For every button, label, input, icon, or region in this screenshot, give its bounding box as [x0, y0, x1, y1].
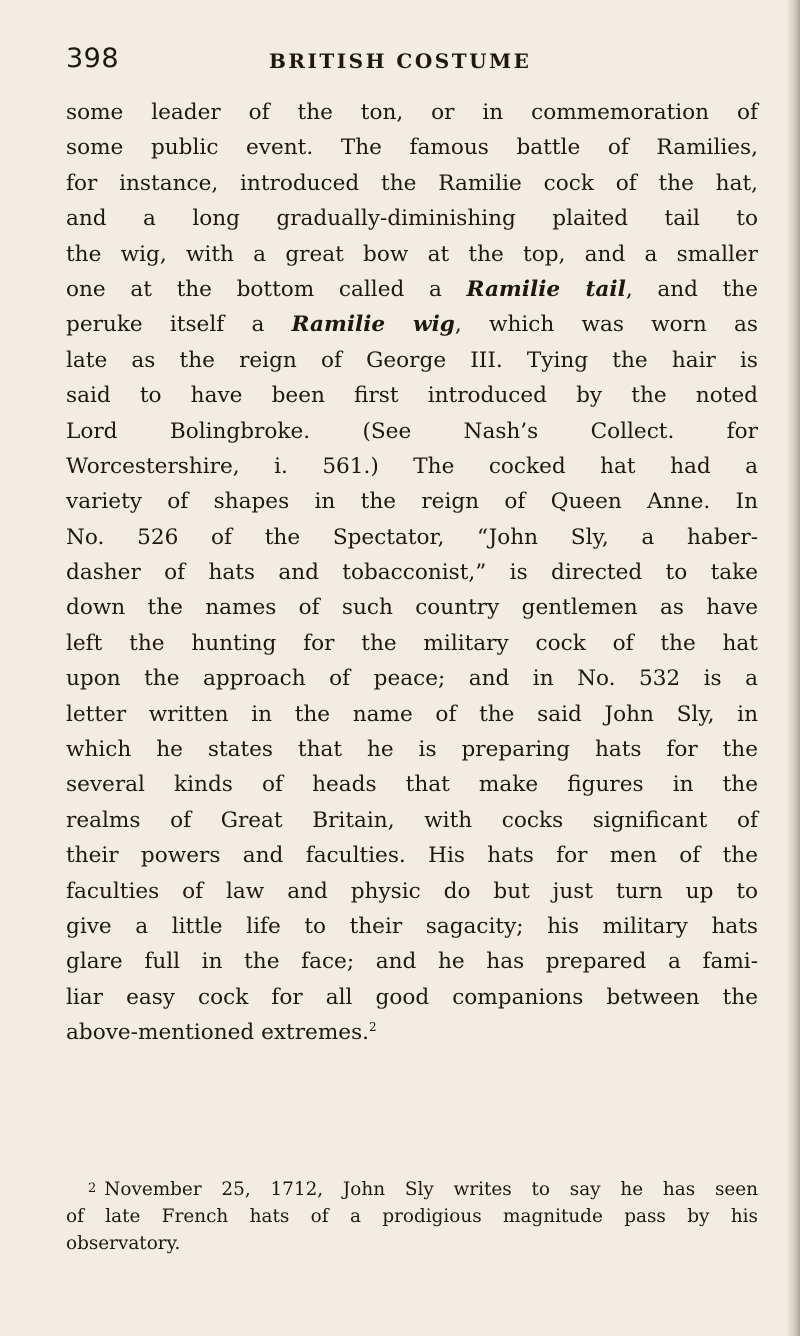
text-line: Lord Bolingbroke. (See Nash’s Collect. for — [66, 418, 758, 444]
text-line: some public event. The famous battle of Ramilies, — [66, 135, 758, 161]
italic-term: Ramilie wig — [291, 312, 455, 338]
body-paragraph — [66, 95, 758, 1051]
text-line: and a long gradually-diminishing plaited tail to — [66, 206, 758, 232]
text-line: letter written in the name of the said John Sly, in — [66, 701, 758, 727]
text-line: their powers and faculties. His hats for men of the — [66, 843, 758, 869]
text-segment: one at the bottom called a — [66, 276, 442, 302]
italic-term: Ramilie tail — [466, 276, 626, 302]
text-line — [66, 307, 758, 342]
text-line: give a little life to their sagacity; his military hats — [66, 913, 758, 939]
text-segment: peruke itself a — [66, 312, 265, 338]
text-line: liar easy cock for all good companions between the — [66, 984, 758, 1010]
footnote-text: November 25, 1712, John Sly writes to say he has seen — [104, 1179, 758, 1200]
text-line: upon the approach of peace; and in No. 532 is a — [66, 666, 758, 692]
text-line: glare full in the face; and he has prepared a fami- — [66, 949, 758, 975]
footnote — [66, 1175, 758, 1258]
text-line: said to have been first introduced by the noted — [66, 383, 758, 409]
text-line: for instance, introduced the Ramilie cock of the hat, — [66, 170, 758, 196]
text-segment: , which was worn as — [454, 312, 758, 338]
footnote-line: observatory. — [66, 1233, 181, 1254]
text-line: several kinds of heads that make figures in the — [66, 772, 758, 798]
text-line — [66, 272, 758, 307]
page-number: 398 — [66, 43, 120, 74]
text-line: which he states that he is preparing hats for the — [66, 737, 758, 763]
footnote-line: of late French hats of a prodigious magnitude pass by his — [66, 1205, 758, 1227]
page-header — [66, 42, 756, 82]
footnote-marker: 2 — [88, 1181, 97, 1196]
text-line: some leader of the ton, or in commemoration of — [66, 100, 758, 125]
text-line: late as the reign of George III. Tying the hair is — [66, 347, 758, 373]
text-line: realms of Great Britain, with cocks significant of — [66, 807, 758, 833]
text-segment: above-mentioned extremes. — [66, 1020, 370, 1046]
text-line: the wig, with a great bow at the top, and a smaller — [66, 241, 758, 267]
text-line: faculties of law and physic do but just turn up to — [66, 878, 758, 904]
text-line: No. 526 of the Spectator, “John Sly, a haber- — [66, 524, 758, 550]
page-edge-shadow — [786, 0, 800, 1336]
text-line: Worcestershire, i. 561.) The cocked hat had a — [66, 453, 758, 479]
footnote-line — [66, 1175, 758, 1203]
text-line: left the hunting for the military cock of the hat — [66, 630, 758, 656]
text-line: down the names of such country gentlemen as have — [66, 595, 758, 621]
text-line: dasher of hats and tobacconist,” is directed to take — [66, 560, 758, 586]
text-line: variety of shapes in the reign of Queen Anne. In — [66, 489, 758, 515]
footnote-reference: 2 — [369, 1019, 377, 1034]
text-segment: , and the — [625, 276, 758, 302]
text-line — [66, 1015, 758, 1050]
running-head: BRITISH COSTUME — [269, 49, 532, 73]
